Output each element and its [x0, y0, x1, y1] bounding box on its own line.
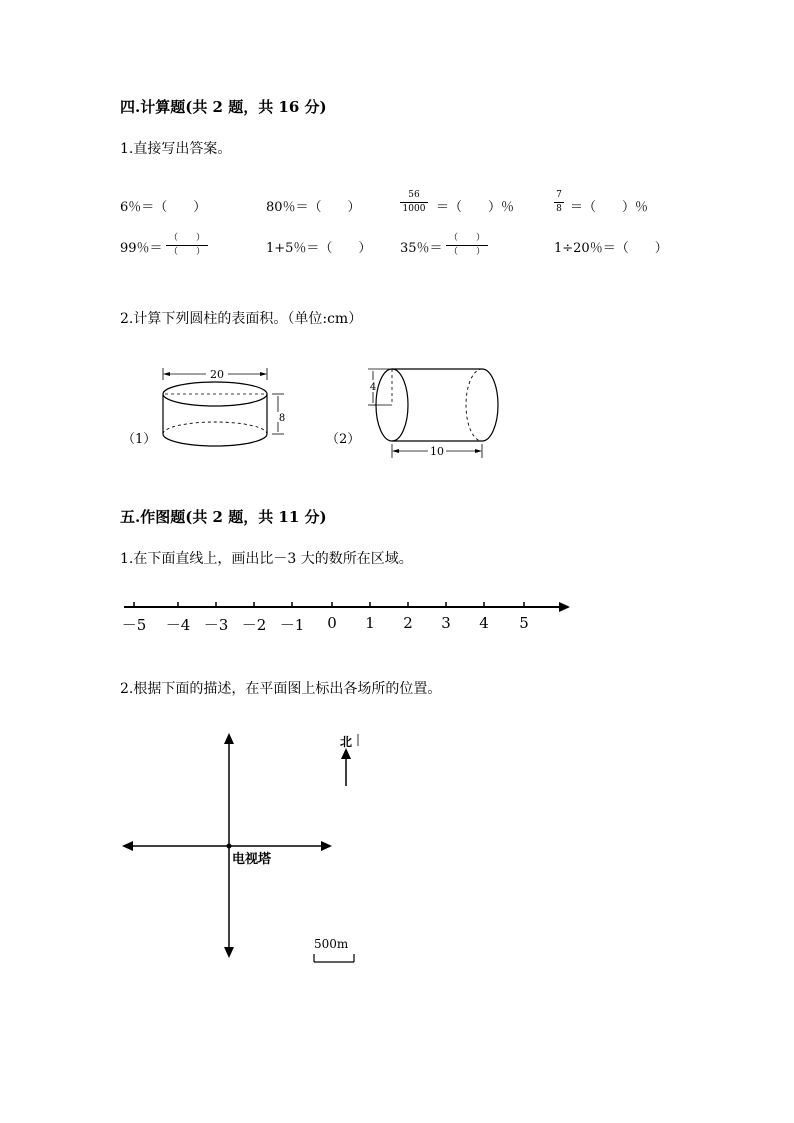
number-line-label: －3	[203, 616, 229, 634]
fraction-denominator: （ ）	[448, 247, 485, 257]
item-56-1000-answer: ＝（ ）％	[436, 200, 515, 215]
fraction-bar	[446, 245, 488, 246]
length-label: 10	[430, 445, 444, 458]
question-5-2-prompt: 2.根据下面的描述，在平面图上标出各场所的位置。	[120, 681, 442, 697]
question-4-2-prompt: 2.计算下列圆柱的表面积。（单位:cm）	[120, 311, 363, 327]
number-line-label: 3	[441, 614, 451, 632]
number-line-label: 2	[403, 614, 413, 632]
cylinder-figure-2	[360, 364, 510, 462]
figure-2-label: （2）	[326, 432, 361, 447]
item-6-percent: 6％＝（ ）	[120, 200, 207, 215]
item-1-plus-5-percent: 1+5％＝（ ）	[266, 241, 372, 256]
number-line-label: －1	[279, 616, 305, 634]
item-7-8-answer: ＝（ ）％	[570, 200, 649, 215]
scale-label: 500m	[314, 937, 349, 951]
question-4-1-prompt: 1.直接写出答案。	[120, 141, 232, 157]
item-80-percent: 80％＝（ ）	[266, 200, 361, 215]
section-5-title: 五.作图题(共 2 题，共 11 分)	[120, 508, 327, 526]
fraction-56-1000	[400, 190, 428, 215]
item-99-percent: 99％＝	[120, 241, 163, 256]
north-label: 北	[339, 735, 353, 749]
number-line-label: －4	[165, 616, 191, 634]
fraction-7-8	[554, 190, 564, 215]
question-5-1-prompt: 1.在下面直线上，画出比－3 大的数所在区域。	[120, 551, 413, 567]
fraction-blank-35	[446, 233, 488, 258]
fraction-denominator: 8	[556, 204, 562, 214]
number-line-label: 1	[365, 614, 375, 632]
diameter-label: 20	[210, 368, 224, 381]
number-line-label: －2	[241, 616, 267, 634]
map-plan	[118, 730, 368, 970]
number-line-label: 0	[327, 614, 337, 632]
fraction-bar	[400, 202, 428, 203]
fraction-numerator: 7	[556, 190, 562, 200]
diameter-label: 4	[369, 382, 377, 393]
figure-1-label: （1）	[122, 432, 157, 447]
number-line-label: 4	[479, 614, 489, 632]
fraction-blank-99	[166, 233, 208, 258]
fraction-bar	[166, 245, 208, 246]
fraction-bar	[554, 202, 564, 203]
tv-tower-label: 电视塔	[232, 852, 272, 867]
fraction-numerator: （ ）	[448, 233, 485, 243]
number-line-label: －5	[121, 616, 147, 634]
fraction-numerator: 56	[408, 190, 420, 200]
item-35-percent: 35％＝	[400, 241, 443, 256]
cylinder-figure-1	[160, 362, 300, 458]
fraction-numerator: （ ）	[168, 233, 205, 243]
fraction-denominator: 1000	[402, 204, 426, 214]
section-4-title: 四.计算题(共 2 题，共 16 分)	[120, 98, 327, 116]
fraction-denominator: （ ）	[168, 247, 205, 257]
number-line-label: 5	[519, 614, 529, 632]
height-label: 8	[278, 413, 286, 424]
item-1-div-20-percent: 1÷20％＝（ ）	[554, 241, 668, 256]
